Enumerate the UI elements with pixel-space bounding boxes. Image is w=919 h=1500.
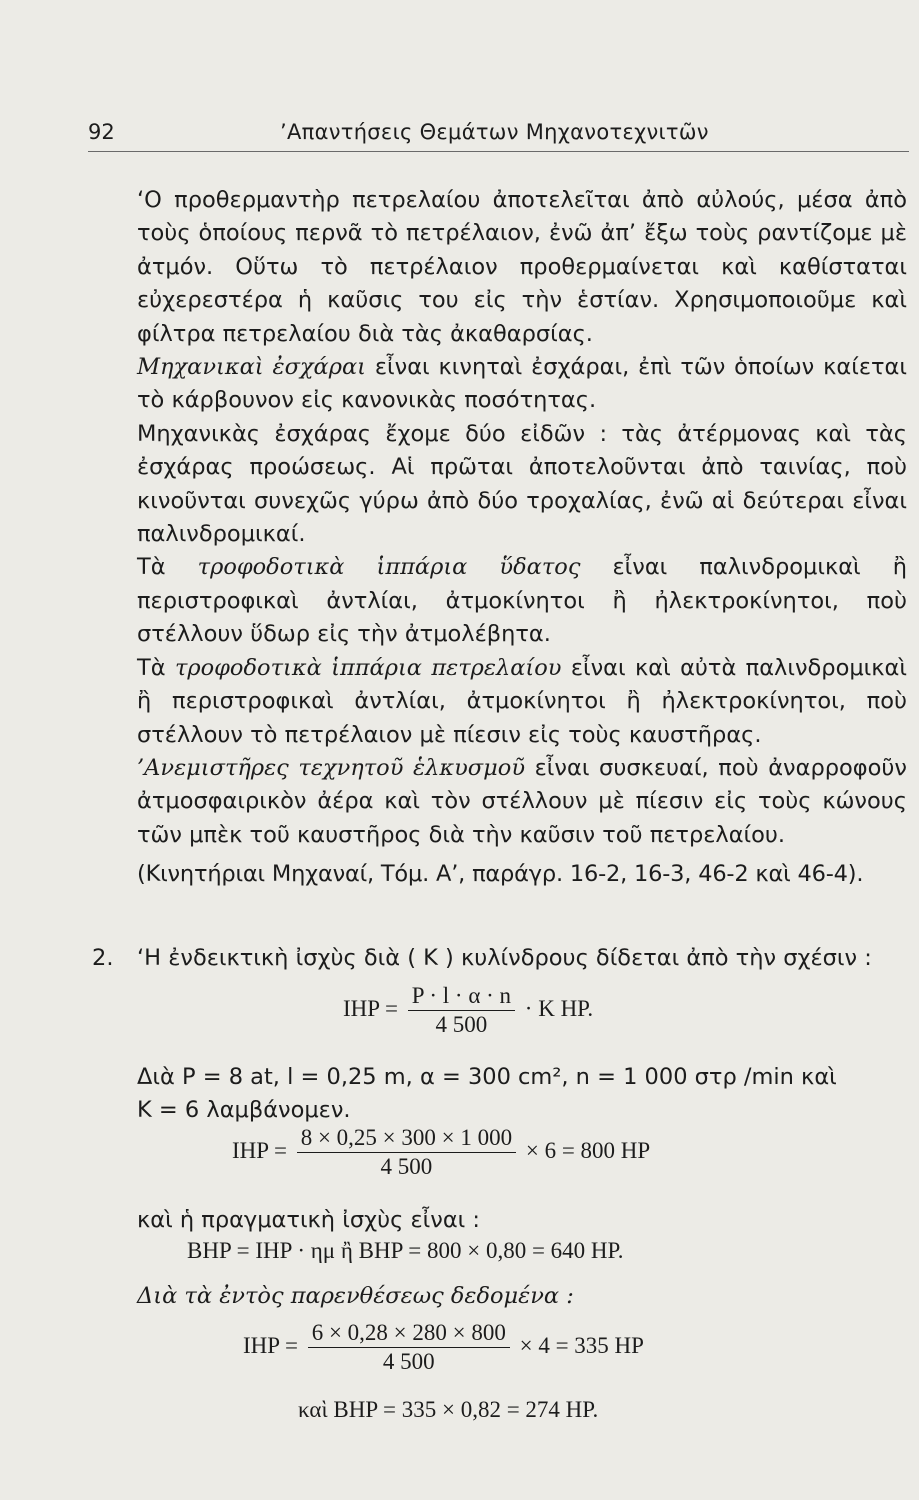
item-intro: ‘Η ἐνδεικτικὴ ἰσχὺς διὰ ( Κ ) κυλίνδρους δίδεται ἀπὸ τὴν σχέσιν : bbox=[137, 945, 872, 971]
item-number: 2. bbox=[92, 945, 114, 971]
parenthesis-data-label: Διὰ τὰ ἐντὸς παρενθέσεως δεδομένα : bbox=[137, 1283, 574, 1309]
paragraph-grate-types: Μηχανικὰς ἐσχάρας ἔχομε δύο εἰδῶν : τὰς ἀτέρμονας καὶ τὰς ἐσχάρας προώσεως. Αἱ πρῶται ἀποτελοῦνται ἀπὸ ταινίας, ποὺ κινοῦνται συνεχῶς γύρω ἀπὸ δύο τροχαλίας, ἐνῶ αἱ δεύτεραι εἶναι παλινδρομικαί. bbox=[137, 420, 907, 548]
paragraph-mechanical-grates: Μηχανικαὶ ἐσχάραι εἶναι κινηταὶ ἐσχάραι, ἐπὶ τῶν ὁποίων καίεται τὸ κάρβουνον εἰς κανονικὰς ποσότητας. bbox=[137, 354, 907, 414]
paragraph-water-pumps: Τὰ τροφοδοτικὰ ἱππάρια ὕδατος εἶναι παλινδρομικαὶ ἢ περιστροφικαὶ ἀντλίαι, ἀτμοκίνητοι ἢ ἠλεκτροκίνητοι, ποὺ στέλλουν ὕδωρ εἰς τὴν ἀτμολέβητα. bbox=[137, 554, 907, 648]
italic-term: τροφοδοτικὰ ἱππάρια ὕδατος bbox=[197, 554, 581, 581]
reference-line: (Κινητήριαι Μηχαναί, Τόμ. Α’, παράγρ. 16-2, 16-3, 46-2 καὶ 46-4). bbox=[137, 861, 864, 888]
fraction: $\frac{8 \times 0,25 \times 300 \times 1 000}{4 500}$ bbox=[297, 1125, 516, 1180]
paragraph-preheater: ‘Ο προθερμαντὴρ πετρελαίου ἀποτελεῖται ἀπὸ αὐλούς, μέσα ἀπὸ τοὺς ὁποίους περνᾶ τὸ πετρέλαιον, ἐνῶ ἀπ’ ἔξω τοὺς ραντίζομε μὲ ἀτμόν. Οὕτω τὸ πετρέλαιον προθερμαίνεται καὶ καθίσταται εὐχερεστέρα ἡ καῦσις του εἰς τὴν ἑστίαν. Χρησιμοποιοῦμε καὶ φίλτρα πετρελαίου διὰ τὰς ἀκαθαρσίας. bbox=[137, 187, 907, 347]
page-header bbox=[88, 120, 899, 150]
formula-ihp-calc: IHP = $\frac{8 \times 0,25 \times 300 \times 1 000}{4 500}$ × 6 = 800 HP bbox=[232, 1125, 651, 1179]
paragraph-fans: ’Ανεμιστῆρες τεχνητοῦ ἑλκυσμοῦ εἶναι συσκευαί, ποὺ ἀναρροφοῦν ἀτμοσφαιρικὸν ἀέρα καὶ τὸν στέλλουν μὲ πίεσιν εἰς τοὺς κώνους τῶν μπὲκ τοῦ καυστῆρος διὰ τὴν καῦσιν τοῦ πετρελαίου. bbox=[137, 754, 907, 848]
formula-bhp: BHP = IHP · ημ ἢ BHP = 800 × 0,80 = 640 HP. bbox=[187, 1238, 624, 1263]
real-power-label: καὶ ἡ πραγματικὴ ἰσχὺς εἶναι : bbox=[137, 1207, 480, 1233]
formula-ihp: IHP = $\frac{P \cdot l \cdot \alpha \cdot n}{4 500}$ · Κ HP. bbox=[343, 983, 594, 1037]
fraction: $\frac{P \cdot l \cdot \alpha \cdot n}{4 500}$ bbox=[408, 983, 515, 1038]
running-title: ’Απαντήσεις Θεμάτων Μηχανοτεχνιτῶν bbox=[280, 120, 709, 144]
italic-term: ’Ανεμιστῆρες τεχνητοῦ ἑλκυσμοῦ bbox=[137, 754, 526, 781]
values-line-2: Κ = 6 λαμβάνομεν. bbox=[137, 1097, 351, 1123]
page-number: 92 bbox=[88, 120, 115, 144]
header-rule bbox=[88, 151, 909, 152]
body-text bbox=[137, 184, 907, 892]
fraction: $\frac{6 \times 0,28 \times 280 \times 800}{4 500}$ bbox=[308, 1320, 510, 1375]
formula-bhp-paren: καὶ BHP = 335 × 0,82 = 274 HP. bbox=[298, 1397, 599, 1422]
values-line-1: Διὰ P = 8 at, l = 0,25 m, α = 300 cm², n = 1 000 στρ /min καὶ bbox=[137, 1064, 837, 1090]
formula-ihp-paren: IHP = $\frac{6 \times 0,28 \times 280 \times 800}{4 500}$ × 4 = 335 HP bbox=[243, 1320, 644, 1374]
italic-term: τροφοδοτικὰ ἱππάρια πετρελαίου bbox=[174, 654, 562, 681]
paragraph-oil-pumps: Τὰ τροφοδοτικὰ ἱππάρια πετρελαίου εἶναι καὶ αὐτὰ παλινδρομικαὶ ἢ περιστροφικαὶ ἀντλίαι, ἀτμοκίνητοι ἢ ἠλεκτροκίνητοι, ποὺ στέλλουν τὸ πετρέλαιον μὲ πίεσιν εἰς τοὺς καυστῆρας. bbox=[137, 654, 907, 748]
italic-term: Μηχανικαὶ ἐσχάραι bbox=[137, 354, 366, 381]
